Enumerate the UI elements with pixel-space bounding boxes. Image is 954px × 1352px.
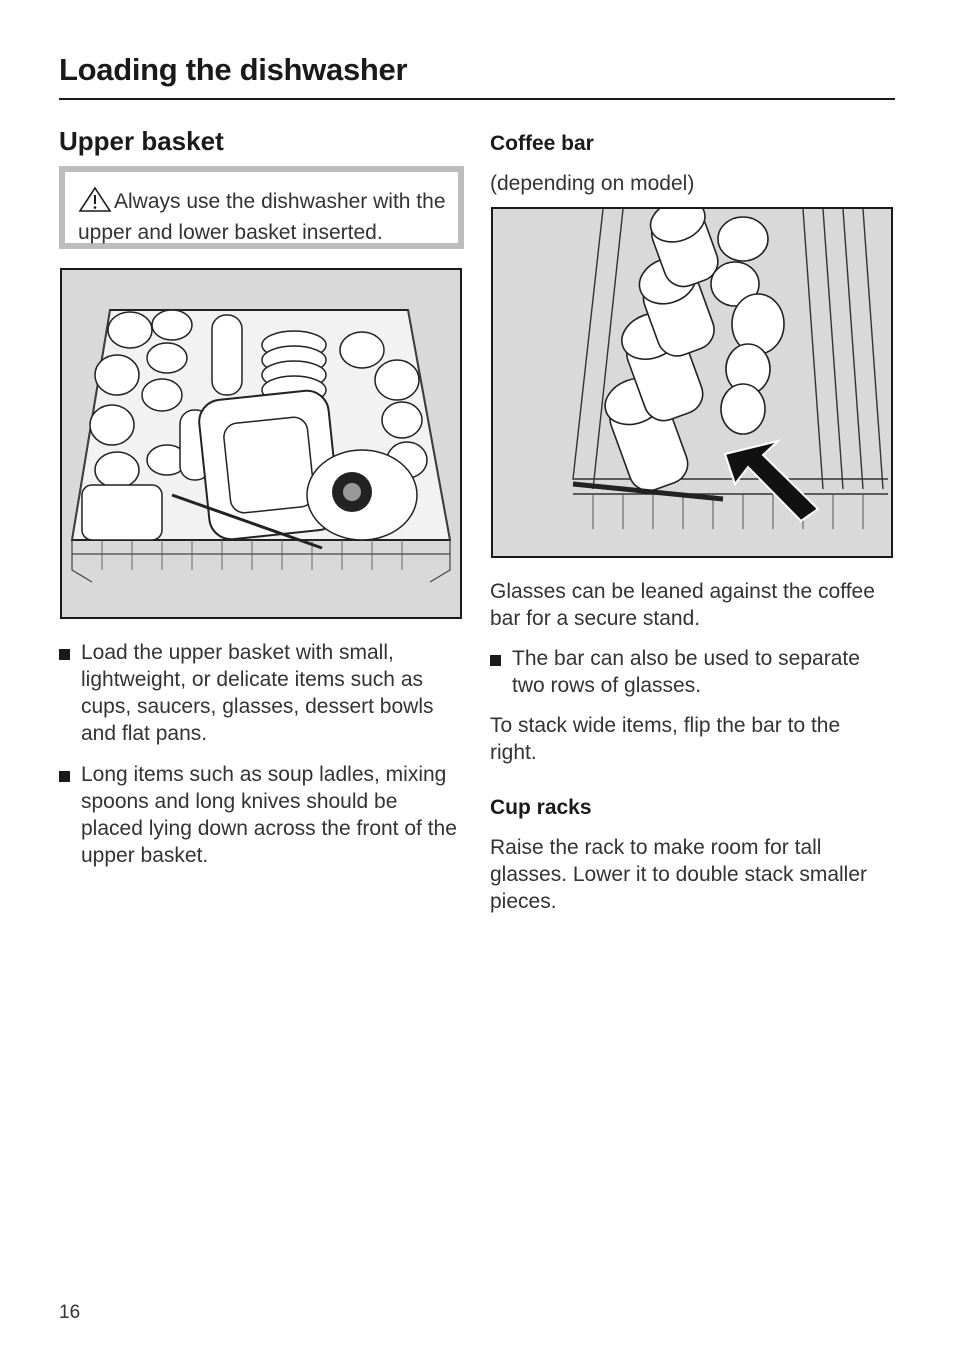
coffee-bar-bullets — [490, 645, 895, 699]
warning-box — [59, 166, 464, 249]
title-divider — [59, 98, 895, 100]
upper-basket-bullets — [59, 639, 461, 869]
list-item: Long items such as soup ladles, mixing spoons and long knives should be placed lying down across the front of the upper basket. — [59, 761, 461, 869]
coffee-bar-paragraph: Glasses can be leaned against the coffee bar for a secure stand. — [490, 580, 875, 630]
warning-triangle-icon — [78, 186, 112, 219]
list-item: Load the upper basket with small, lightweight, or delicate items such as cups, saucers, glasses, dessert bowls and flat pans. — [59, 639, 461, 747]
cup-racks-heading: Cup racks — [490, 796, 592, 819]
coffee-bar-paragraph-2: To stack wide items, flip the bar to the right. — [490, 714, 841, 764]
coffee-bar-heading: Coffee bar — [490, 132, 594, 155]
list-item: The bar can also be used to separate two rows of glasses. — [490, 645, 895, 699]
coffee-bar-illustration — [491, 207, 893, 558]
coffee-bar-note: (depending on model) — [490, 172, 695, 195]
warning-text: Always use the dishwasher with the upper and lower basket inserted. — [78, 190, 446, 244]
page-title: Loading the dishwasher — [59, 52, 408, 87]
upper-basket-heading: Upper basket — [59, 126, 224, 156]
cup-racks-paragraph: Raise the rack to make room for tall glasses. Lower it to double stack smaller pieces. — [490, 836, 868, 913]
upper-basket-illustration — [60, 268, 462, 619]
page-number: 16 — [59, 1302, 81, 1323]
